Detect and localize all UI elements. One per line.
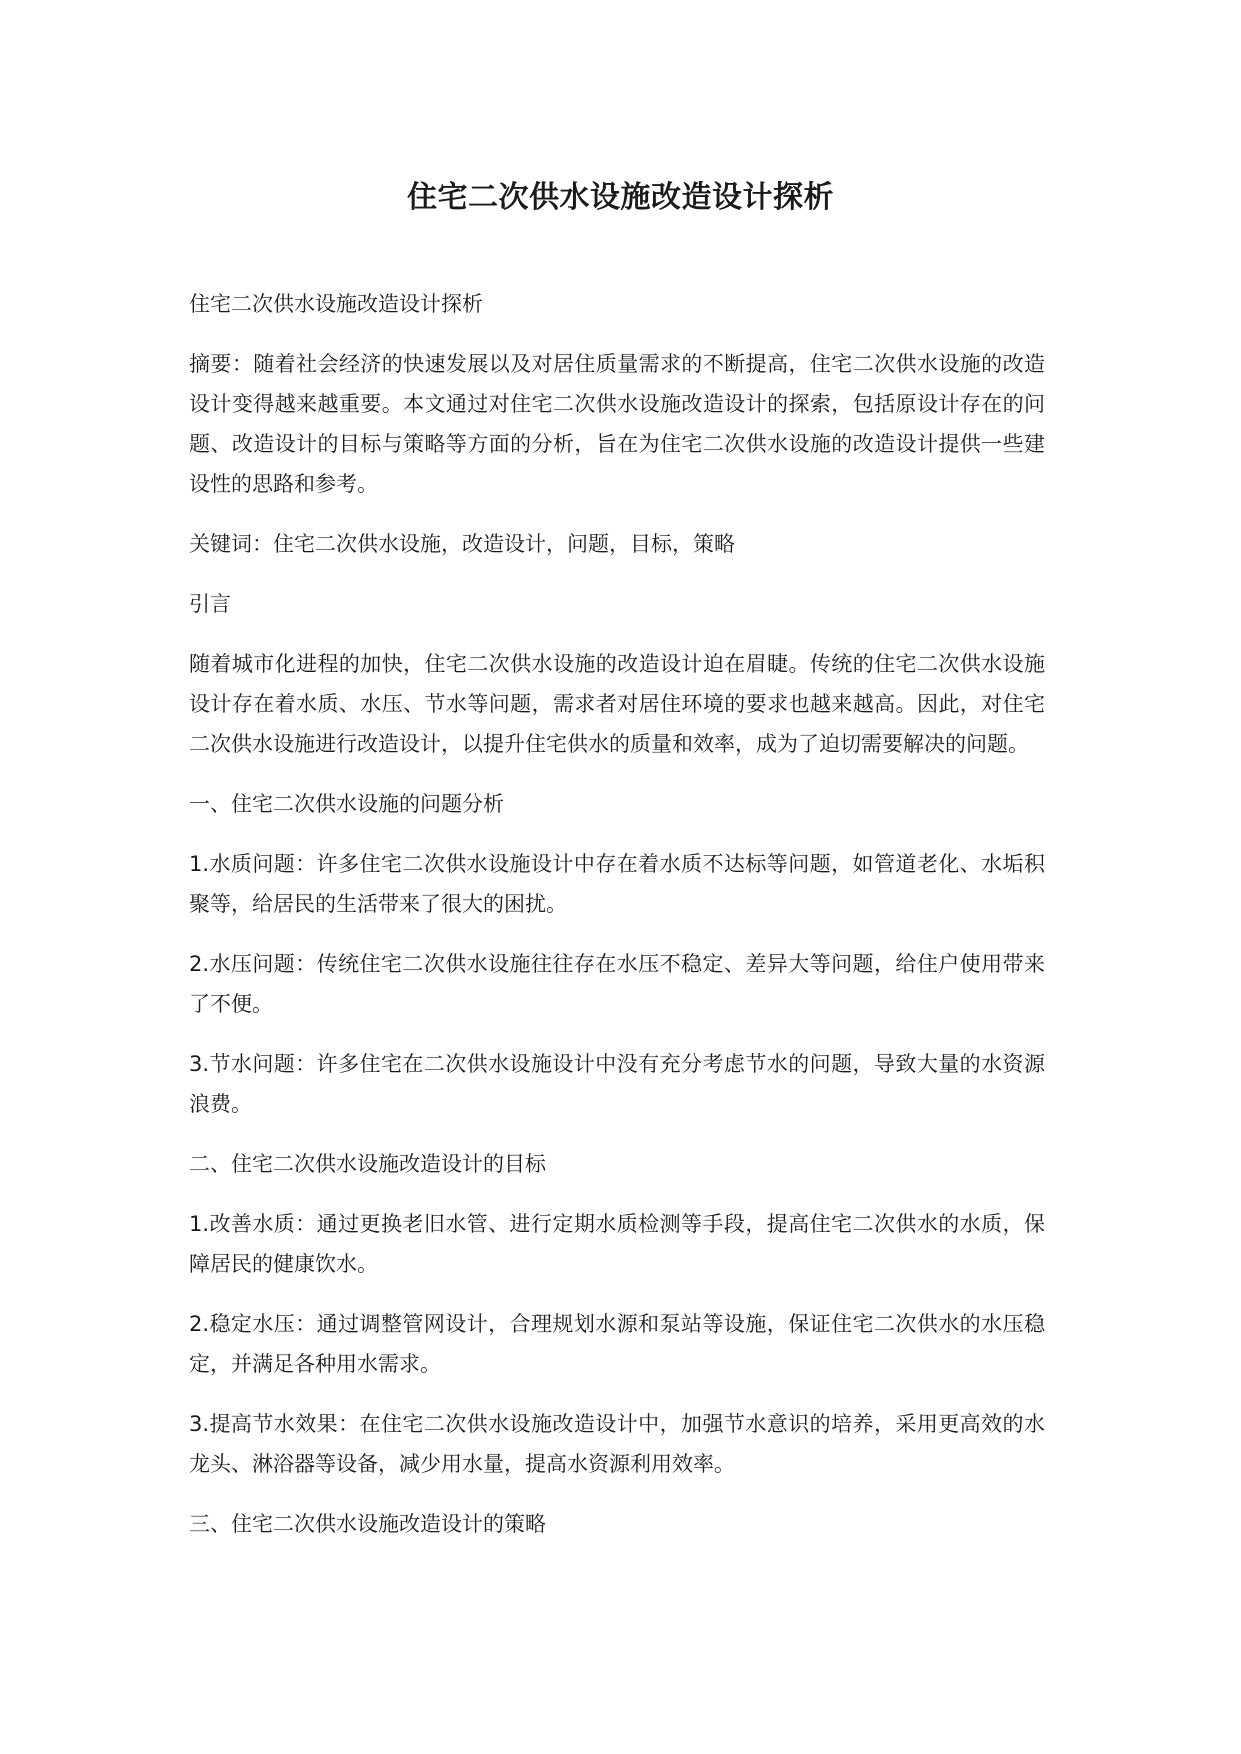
introduction-paragraph: 随着城市化进程的加快，住宅二次供水设施的改造设计迫在眉睫。传统的住宅二次供水设施设计存在着水质、水压、节水等问题，需求者对居住环境的要求也越来越高。因此，对住宅二次供水设施进行改造设计，以提升住宅供水的质量和效率，成为了迫切需要解决的问题。 xyxy=(189,652,1045,756)
abstract-paragraph: 摘要：随着社会经济的快速发展以及对居住质量需求的不断提高，住宅二次供水设施的改造设计变得越来越重要。本文通过对住宅二次供水设施改造设计的探索，包括原设计存在的问题、改造设计的目标与策略等方面的分析，旨在为住宅二次供水设施的改造设计提供一些建设性的思路和参考。 xyxy=(189,352,1045,496)
section-1-item-1: 1.水质问题：许多住宅二次供水设施设计中存在着水质不达标等问题，如管道老化、水垢积聚等，给居民的生活带来了很大的困扰。 xyxy=(189,852,1045,916)
section-2-item-2: 2.稳定水压：通过调整管网设计，合理规划水源和泵站等设施，保证住宅二次供水的水压稳定，并满足各种用水需求。 xyxy=(189,1312,1045,1376)
introduction-heading: 引言 xyxy=(189,592,231,616)
subtitle-paragraph: 住宅二次供水设施改造设计探析 xyxy=(189,292,483,316)
document-title: 住宅二次供水设施改造设计探析 xyxy=(407,180,834,215)
section-1-item-3: 3.节水问题：许多住宅在二次供水设施设计中没有充分考虑节水的问题，导致大量的水资源浪费。 xyxy=(189,1052,1045,1116)
document-body xyxy=(189,284,1045,1564)
section-3-heading: 三、住宅二次供水设施改造设计的策略 xyxy=(189,1512,546,1536)
section-2-item-1: 1.改善水质：通过更换老旧水管、进行定期水质检测等手段，提高住宅二次供水的水质，保障居民的健康饮水。 xyxy=(189,1212,1045,1276)
section-1-heading: 一、住宅二次供水设施的问题分析 xyxy=(189,792,504,816)
section-2-heading: 二、住宅二次供水设施改造设计的目标 xyxy=(189,1152,546,1176)
section-1-item-2: 2.水压问题：传统住宅二次供水设施往往存在水压不稳定、差异大等问题，给住户使用带来了不便。 xyxy=(189,952,1045,1016)
section-2-item-3: 3.提高节水效果：在住宅二次供水设施改造设计中，加强节水意识的培养，采用更高效的水龙头、淋浴器等设备，减少用水量，提高水资源利用效率。 xyxy=(189,1412,1045,1476)
keywords-paragraph: 关键词：住宅二次供水设施，改造设计，问题，目标，策略 xyxy=(189,532,735,556)
